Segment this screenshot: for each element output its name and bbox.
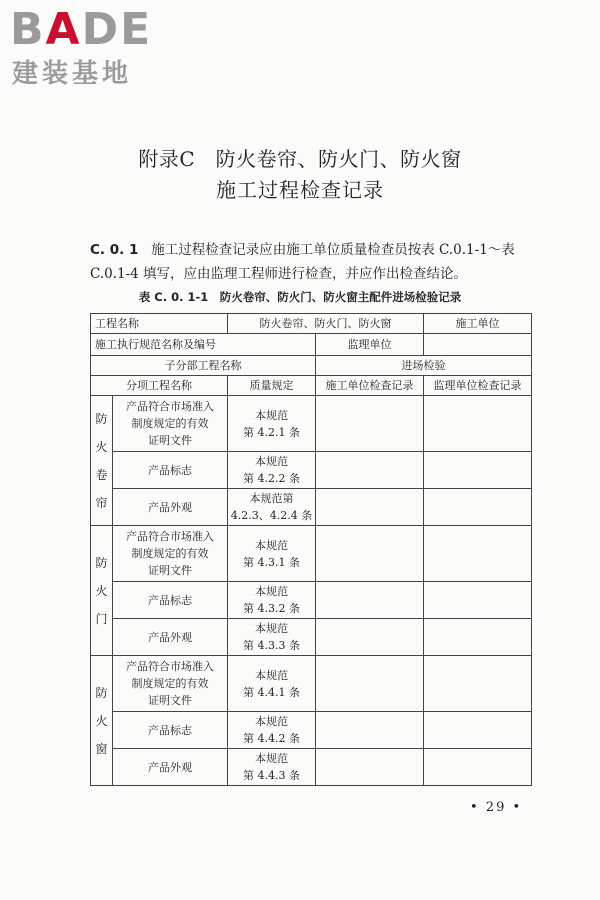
clause-paragraph [90,238,535,286]
spec-cell-line: 第 4.4.1 条 [243,685,300,699]
item-cell [113,656,228,712]
category-char: 火 [95,439,108,454]
spec-cell-line: 本规范 [255,408,288,422]
category-char: 窗 [95,741,108,756]
table-row [91,489,532,526]
item-cell [113,489,228,526]
clause-number: C. 0. 1 [90,242,139,258]
item-cell-line: 证明文件 [148,564,192,577]
spec-cell [228,582,316,619]
spec-cell-line: 第 4.2.2 条 [243,472,300,485]
col-spec-header: 质量规定 [228,376,316,396]
col-contractor-check-header: 施工单位检查记录 [316,376,424,396]
supervisor-check-cell [424,656,532,712]
spec-cell-line: 第 4.2.1 条 [243,425,300,439]
page-number: • 29 • [470,800,523,815]
supervisor-check-cell [424,396,532,452]
contractor-label: 施工单位 [424,314,532,334]
logo-chinese-text: 建装基地 [12,59,133,89]
brand-logo [10,6,190,92]
subdivision-label: 子分部工程名称 [91,356,316,376]
spec-cell [228,489,316,526]
item-cell [113,749,228,786]
table-row [91,396,532,452]
supervisor-check-cell [424,582,532,619]
table-row [91,749,532,786]
table-row [91,712,532,749]
supervisor-check-cell [424,749,532,786]
logo-wordmark: BADE [10,4,153,55]
spec-cell-line: 第 4.3.1 条 [243,555,300,569]
item-cell [113,526,228,582]
supervisor-check-cell [424,452,532,489]
item-cell-line: 证明文件 [148,694,192,707]
category-cell [91,526,113,656]
spec-cell [228,656,316,712]
item-cell-line: 产品标志 [148,463,192,477]
spec-cell [228,712,316,749]
contractor-check-cell [316,582,424,619]
table-row [91,356,532,376]
item-cell [113,452,228,489]
contractor-check-cell [316,452,424,489]
supervisor-check-cell [424,619,532,656]
category-cell [91,656,113,786]
table-row [91,656,532,712]
item-cell [113,619,228,656]
item-cell-line: 产品外观 [148,630,192,644]
spec-cell-line: 本规范 [255,715,288,728]
item-cell-line: 证明文件 [148,434,192,447]
spec-cell [228,526,316,582]
project-name-value: 防火卷帘、防火门、防火窗 [228,314,424,334]
project-name-label: 工程名称 [91,314,228,334]
table-row [91,582,532,619]
spec-cell-line: 本规范第 [249,492,294,505]
col-item-header: 分项工程名称 [91,376,228,396]
contractor-check-cell [316,396,424,452]
contractor-check-cell [316,489,424,526]
table-row [91,334,532,356]
table-row [91,314,532,334]
contractor-check-cell [316,712,424,749]
item-cell-line: 产品符合市场准入 [126,530,214,543]
item-cell-line: 产品符合市场准入 [126,660,214,673]
table-row [91,526,532,582]
category-char: 防 [95,555,108,570]
category-char: 门 [95,611,108,626]
supervisor-check-cell [424,712,532,749]
category-char: 防 [95,411,108,426]
supervisor-check-cell [424,526,532,582]
col-supervisor-check-header: 监理单位检查记录 [424,376,532,396]
appendix-title: 附录C 防火卷帘、防火门、防火窗 [138,147,462,171]
item-cell-line: 制度规定的有效 [131,677,209,690]
item-cell [113,396,228,452]
spec-cell-line: 本规范 [255,538,288,552]
item-cell-line: 产品标志 [148,593,192,607]
table-caption: 表 C. 0. 1-1 防火卷帘、防火门、防火窗主配件进场检验记录 [138,290,462,304]
item-cell-line: 产品符合市场准入 [126,400,214,413]
item-cell [113,582,228,619]
item-cell-line: 产品标志 [148,723,192,737]
contractor-check-cell [316,526,424,582]
contractor-check-cell [316,656,424,712]
spec-cell [228,396,316,452]
spec-cell [228,749,316,786]
category-char: 火 [95,583,108,598]
category-char: 帘 [95,495,108,510]
appendix-subtitle: 施工过程检查记录 [216,178,384,202]
category-char: 火 [95,713,108,728]
spec-cell-line: 本规范 [255,455,288,468]
table-row [91,619,532,656]
spec-cell-line: 第 4.3.3 条 [243,639,300,652]
spec-cell-line: 4.2.3、4.2.4 条 [230,509,313,522]
spec-cell-line: 本规范 [255,622,288,635]
contractor-check-cell [316,749,424,786]
category-char: 卷 [95,467,108,482]
item-cell-line: 制度规定的有效 [131,417,209,430]
spec-cell-line: 本规范 [255,585,288,598]
category-char: 防 [95,685,108,700]
spec-cell-line: 第 4.4.3 条 [243,769,300,782]
contractor-check-cell [316,619,424,656]
table-header-row [91,376,532,396]
item-cell-line: 产品外观 [148,760,192,774]
item-cell [113,712,228,749]
spec-cell-line: 第 4.3.2 条 [243,602,300,615]
inspection-table [90,313,532,786]
supervisor-check-cell [424,489,532,526]
category-cell [91,396,113,526]
spec-cell [228,619,316,656]
subdivision-value: 进场检验 [316,356,532,376]
spec-cell-line: 本规范 [255,752,288,765]
item-cell-line: 产品外观 [148,500,192,514]
item-cell-line: 制度规定的有效 [131,547,209,560]
clause-text: 施工过程检查记录应由施工单位质量检查员按表 C.0.1-1～表 C.0.1-4 填写，应由监理工程师进行检查，并应作出检查结论。 [90,242,515,282]
supervisor-value [424,334,532,356]
standard-label: 施工执行规范名称及编号 [91,334,316,356]
spec-cell [228,452,316,489]
supervisor-label: 监理单位 [316,334,424,356]
spec-cell-line: 本规范 [255,668,288,682]
table-row [91,452,532,489]
spec-cell-line: 第 4.4.2 条 [243,732,300,745]
